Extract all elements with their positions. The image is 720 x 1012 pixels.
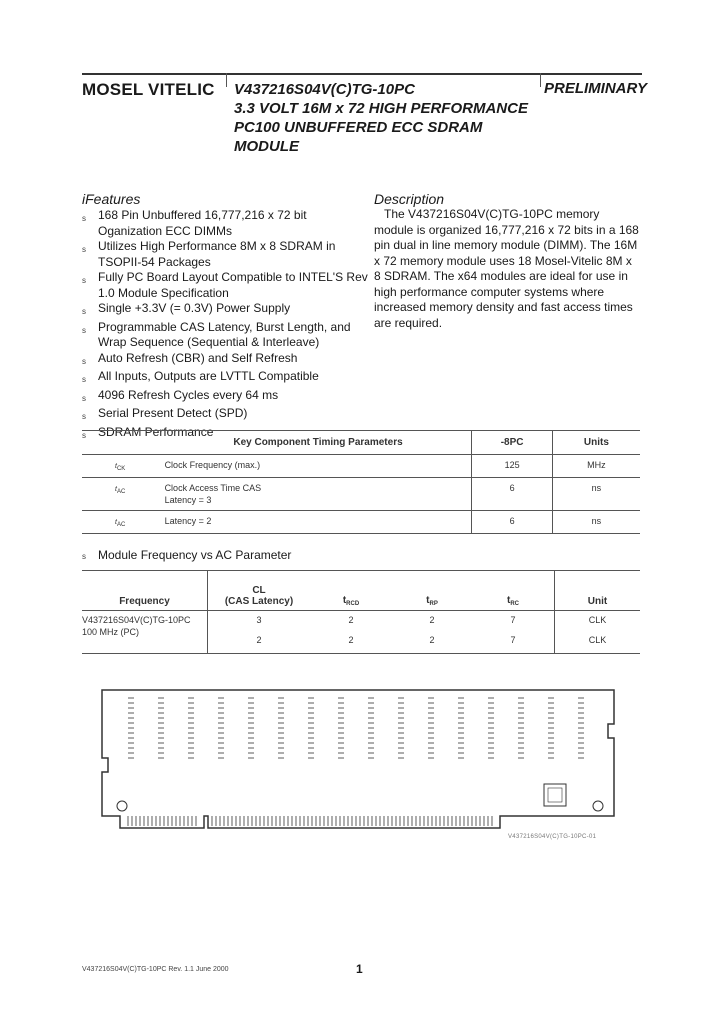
header-trp: $t_{RP}$	[392, 571, 472, 611]
bullet-icon: s	[82, 214, 86, 223]
header-key-params: Key Component Timing Parameters	[160, 431, 472, 455]
bullet-icon: s	[82, 307, 86, 316]
feature-item: s Utilizes High Performance 8M x 8 SDRAM in TSOPII-54 Packages	[82, 239, 336, 269]
table-row: V437216S04V(C)TG-10PC 3 2 2 7 CLK	[82, 611, 640, 628]
bullet-icon: s	[82, 245, 86, 254]
feature-item: s Auto Refresh (CBR) and Self Refresh	[82, 351, 372, 370]
chip-pin-rows	[128, 698, 584, 758]
header-divider-1	[226, 73, 227, 87]
feature-item: s Single +3.3V (= 0.3V) Power Supply	[82, 301, 372, 320]
bullet-icon: s	[82, 552, 86, 561]
feature-item: s All Inputs, Outputs are LVTTL Compatible	[82, 369, 372, 388]
header-8pc: -8PC	[472, 431, 552, 455]
feature-item: s Programmable CAS Latency, Burst Length, and Wrap Sequence (Sequential & Interleave)	[82, 319, 351, 349]
header-units: Units	[552, 431, 640, 455]
bullet-icon: s	[82, 356, 86, 366]
features-heading: iFeatures	[82, 191, 141, 207]
header-unit: Unit	[555, 571, 641, 611]
module-outline	[102, 690, 614, 828]
header-trc: $t_{RC}$	[472, 571, 555, 611]
module-frequency-table	[82, 570, 640, 654]
header-divider-2	[540, 73, 541, 87]
bullet-icon: s	[82, 412, 86, 421]
table-row: $t_{CK}$ Clock Frequency (max.) 125 MHz	[82, 455, 640, 478]
title-line-3: PC100 UNBUFFERED ECC SDRAM	[234, 119, 483, 136]
document-title	[234, 80, 528, 156]
feature-item: s SDRAM Performance	[82, 425, 372, 444]
title-line-4: MODULE	[234, 138, 299, 155]
status-label: PRELIMINARY	[544, 80, 648, 97]
footer-doc-info: V437216S04V(C)TG-10PC Rev. 1.1 June 2000	[82, 966, 229, 973]
description-heading: Description	[374, 191, 445, 207]
header-top-rule	[82, 73, 642, 75]
edge-connector-fingers	[128, 816, 492, 826]
table-row: $t_{AC}$ Latency = 2 6 ns	[82, 511, 640, 534]
table-header-row	[82, 571, 640, 611]
dimm-module-drawing	[100, 688, 616, 830]
mounting-hole-right	[593, 801, 603, 811]
feature-item: s Serial Present Detect (SPD)	[82, 406, 372, 425]
header-cl: CL (CAS Latency)	[208, 571, 311, 611]
bullet-icon: s	[82, 393, 86, 403]
bullet-icon: s	[82, 276, 86, 285]
features-list	[82, 208, 372, 443]
table-row: $t_{AC}$ Clock Access Time CAS Latency = 3 6 ns	[82, 478, 640, 511]
bullet-icon: s	[82, 325, 86, 335]
part-number: V437216S04V(C)TG-10PC	[234, 81, 415, 98]
page-number: 1	[356, 962, 363, 976]
title-line-2: 3.3 VOLT 16M x 72 HIGH PERFORMANCE	[234, 100, 528, 117]
module-frequency-label: s Module Frequency vs AC Parameter	[82, 548, 292, 562]
description-text: The V437216S04V(C)TG-10PC memory module is organized 16,777,216 x 72 bits in a 168 pin dual in line memory module (DIMM). The 16M x 72 memory module uses 18 Mosel-Vitelic 8M x 8 SDRAM. The x64 modules are ideal for use in high performance computer systems where increased memory density and fast access times are required.	[374, 207, 639, 330]
table-row: 100 MHz (PC) 2 2 2 7 CLK	[82, 627, 640, 654]
bullet-icon: s	[82, 430, 86, 440]
header-frequency: Frequency	[82, 571, 208, 611]
feature-item: s 168 Pin Unbuffered 16,777,216 x 72 bit Oganization ECC DIMMs	[82, 208, 307, 238]
feature-item: s Fully PC Board Layout Compatible to INTEL'S Rev 1.0 Module Specification	[82, 270, 368, 300]
spd-chip-icon	[544, 784, 566, 806]
mounting-hole-left	[117, 801, 127, 811]
timing-parameters-table	[82, 430, 640, 534]
table-header-row	[82, 431, 640, 455]
brand-name: MOSEL VITELIC	[82, 80, 215, 99]
feature-item: s 4096 Refresh Cycles every 64 ms	[82, 388, 372, 407]
bullet-icon: s	[82, 375, 86, 384]
module-caption: V437216S04V(C)TG-10PC-01	[508, 834, 597, 840]
header-trcd: $t_{RCD}$	[310, 571, 392, 611]
